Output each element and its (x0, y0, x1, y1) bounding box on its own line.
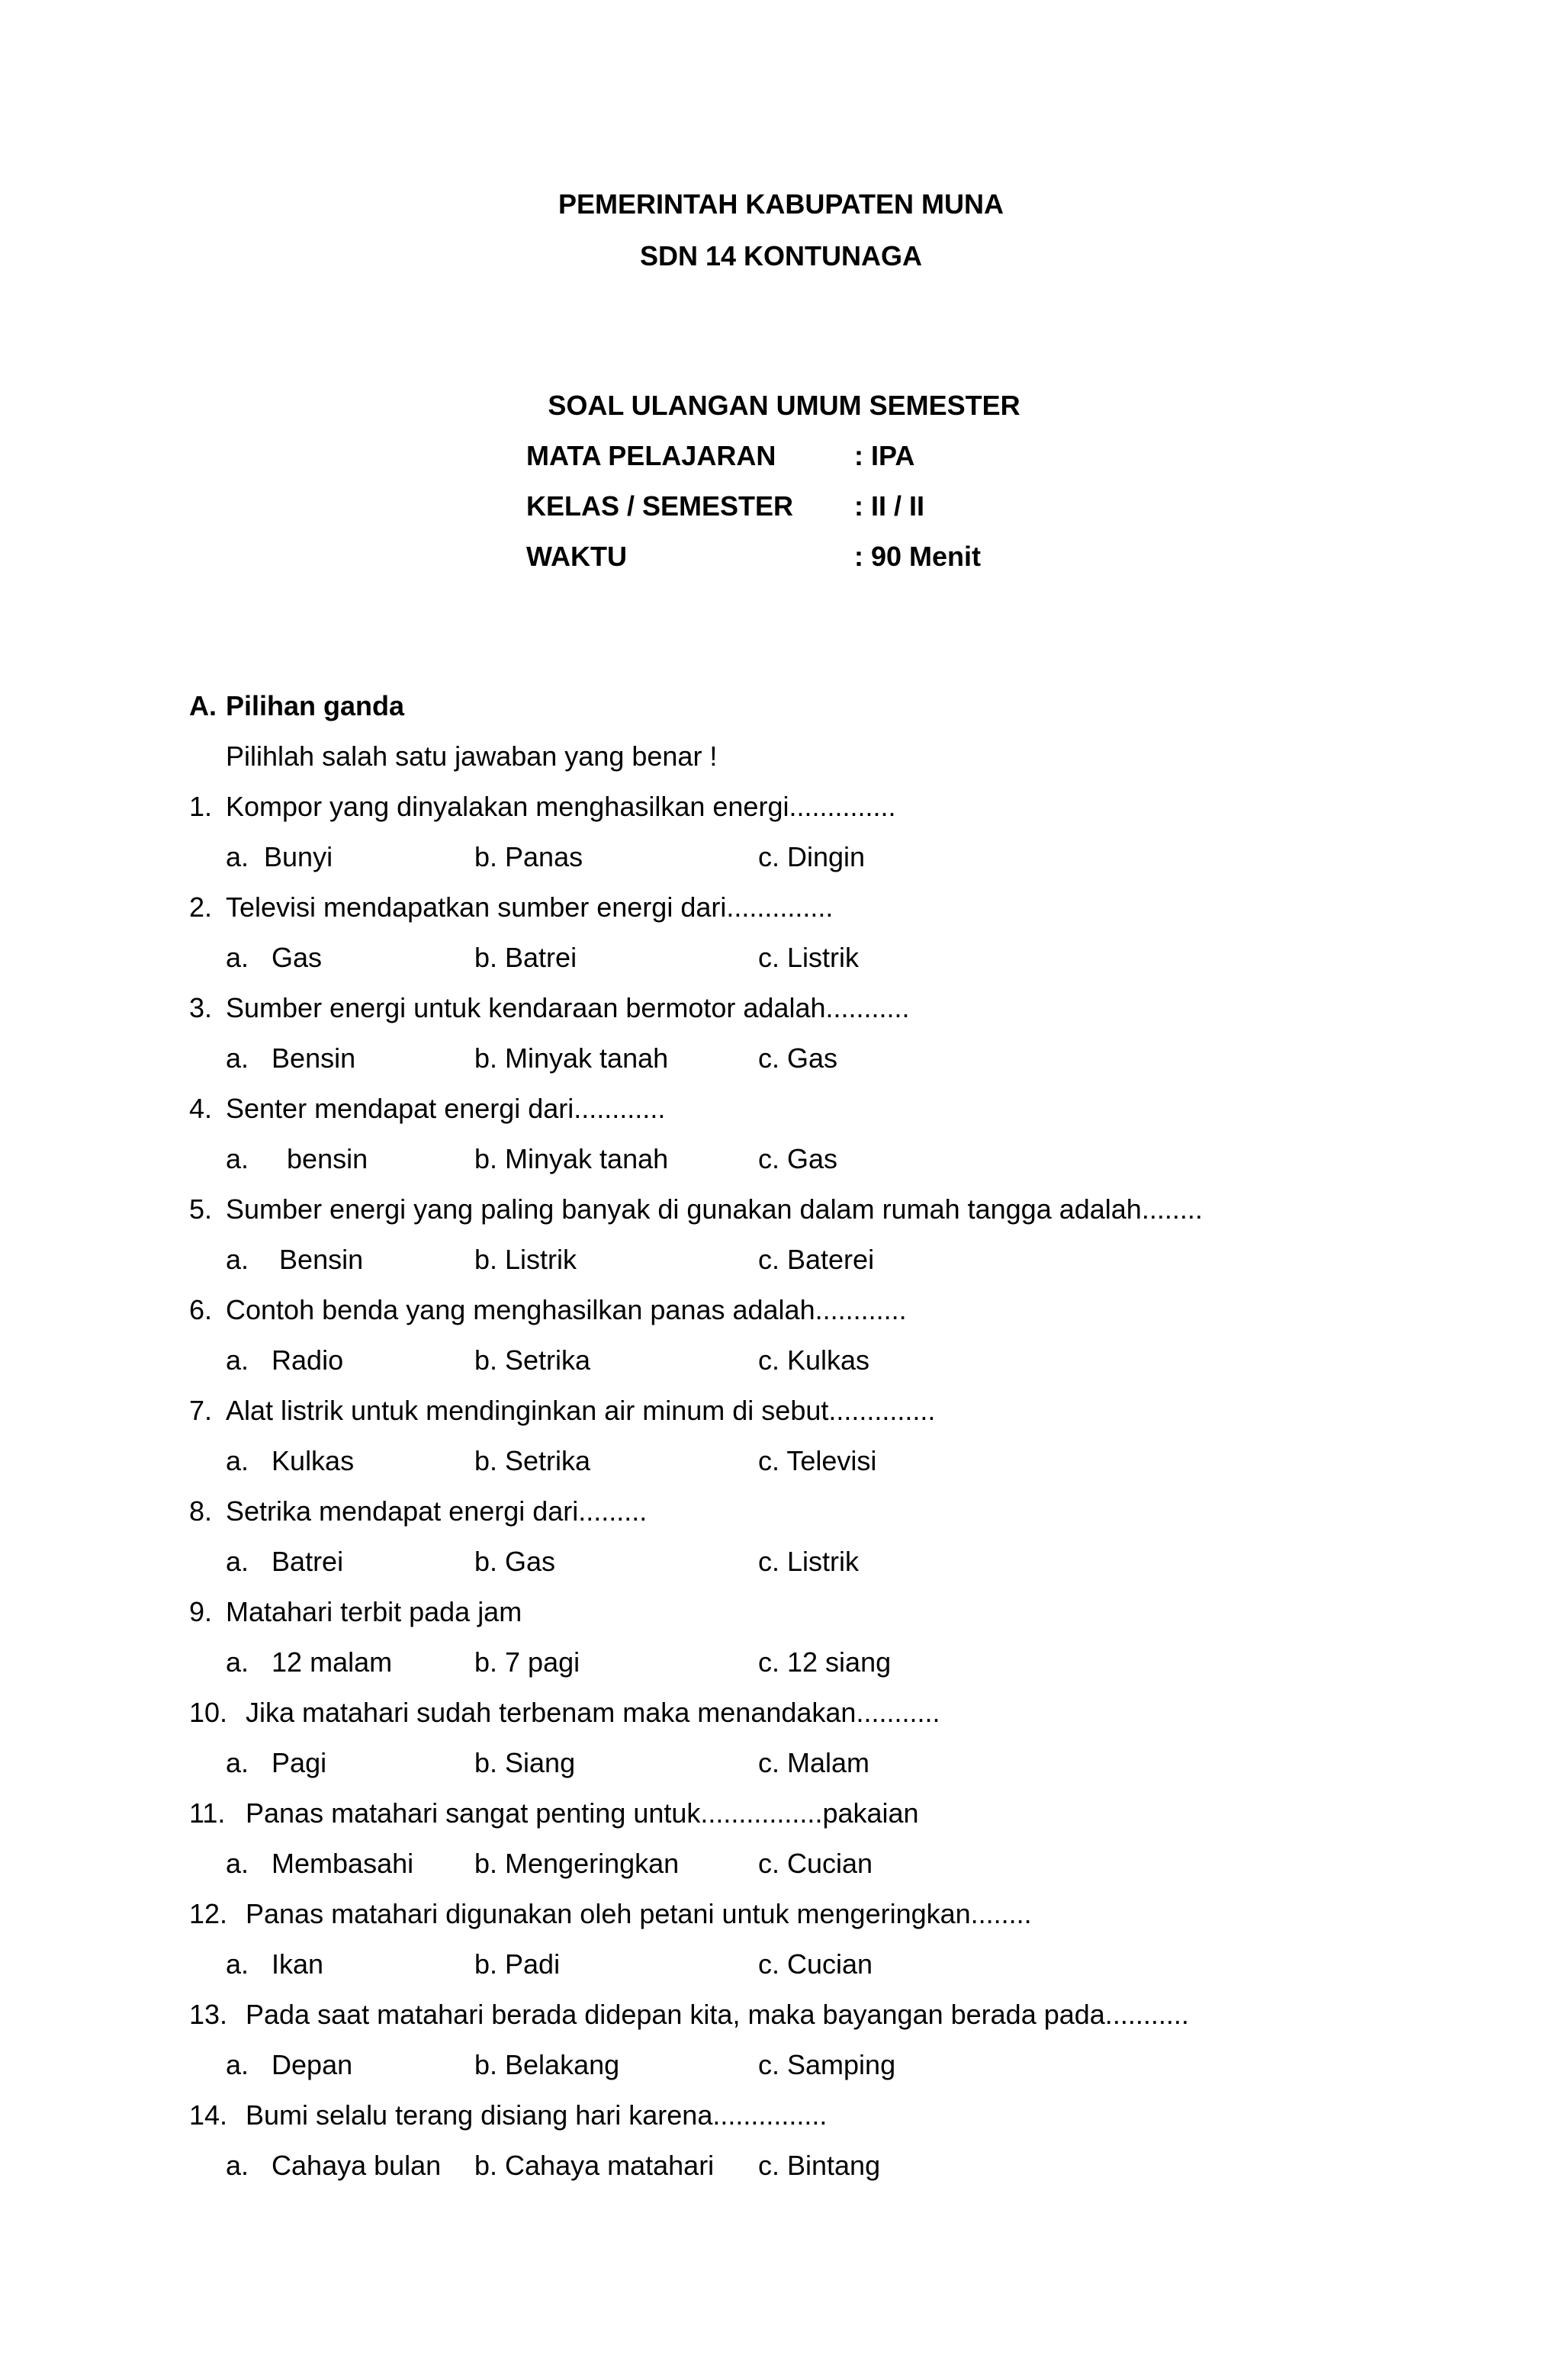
info-label: WAKTU (526, 541, 627, 572)
question-item (0, 1696, 1562, 1797)
option-c: c. 12 siang (758, 1646, 892, 1678)
section-title: Pilihan ganda (226, 690, 405, 721)
section-marker: A. (189, 690, 217, 721)
option-b: b. Cahaya matahari (474, 2150, 715, 2181)
option-c: c. Listrik (758, 1546, 860, 1577)
question-item (0, 1495, 1562, 1595)
question-text: Alat listrik untuk mendinginkan air minum di sebut.............. (226, 1395, 936, 1426)
question-item (0, 1092, 1562, 1193)
info-value: : II / II (854, 490, 925, 522)
option-c: c. Listrik (758, 942, 860, 973)
option-a: a. Pagi (226, 1747, 327, 1778)
option-a: a. Membasahi (226, 1848, 414, 1879)
option-a: a. Ikan (226, 1948, 324, 1980)
question-item (0, 790, 1562, 891)
option-b: b. Setrika (474, 1445, 591, 1476)
option-b: b. Siang (474, 1747, 576, 1778)
government-header: PEMERINTAH KABUPATEN MUNA (558, 188, 1004, 220)
question-number: 8. (189, 1495, 213, 1527)
question-text: Panas matahari digunakan oleh petani untuk mengeringkan........ (246, 1898, 1032, 1929)
option-a: a. Bensin (226, 1244, 364, 1275)
question-item (0, 1998, 1562, 2099)
info-row-time (526, 540, 1136, 573)
question-number: 1. (189, 791, 213, 822)
question-number: 6. (189, 1294, 213, 1325)
option-a: a. Radio (226, 1344, 344, 1376)
question-number: 14. (189, 2099, 228, 2131)
question-item (0, 1293, 1562, 1394)
question-text: Senter mendapat energi dari............ (226, 1093, 666, 1124)
question-text: Matahari terbit pada jam (226, 1596, 522, 1627)
option-a: a. Bunyi (226, 841, 333, 872)
option-c: c. Bintang (758, 2150, 881, 2181)
option-b: b. Padi (474, 1948, 561, 1980)
question-item (0, 1193, 1562, 1293)
question-number: 12. (189, 1898, 228, 1929)
option-b: b. Setrika (474, 1344, 591, 1376)
question-number: 5. (189, 1193, 213, 1225)
section-instruction: Pilihlah salah satu jawaban yang benar ! (226, 740, 718, 772)
option-a: a. Gas (226, 942, 323, 973)
info-value: : IPA (854, 440, 915, 471)
question-text: Sumber energi untuk kendaraan bermotor adalah........... (226, 992, 910, 1023)
option-c: c. Kulkas (758, 1344, 870, 1376)
question-item (0, 1797, 1562, 1897)
question-text: Setrika mendapat energi dari......... (226, 1495, 648, 1527)
option-c: c. Dingin (758, 841, 866, 872)
question-text: Televisi mendapatkan sumber energi dari.............. (226, 891, 834, 923)
option-b: b. Gas (474, 1546, 556, 1577)
question-number: 7. (189, 1395, 213, 1426)
option-a: a. Bensin (226, 1042, 356, 1074)
question-number: 9. (189, 1596, 213, 1627)
option-c: c. Televisi (758, 1445, 877, 1476)
question-number: 10. (189, 1697, 228, 1728)
question-number: 3. (189, 992, 213, 1023)
question-number: 2. (189, 891, 213, 923)
option-c: c. Samping (758, 2049, 896, 2080)
school-name: SDN 14 KONTUNAGA (639, 240, 923, 271)
option-c: c. Cucian (758, 1948, 873, 1980)
option-c: c. Gas (758, 1042, 838, 1074)
option-c: c. Malam (758, 1747, 870, 1778)
question-number: 4. (189, 1093, 213, 1124)
exam-title: SOAL ULANGAN UMUM SEMESTER (548, 390, 1020, 421)
option-b: b. Mengeringkan (474, 1848, 680, 1879)
question-item (0, 991, 1562, 1092)
question-item (0, 1897, 1562, 1998)
question-text: Pada saat matahari berada didepan kita, maka bayangan berada pada........... (246, 1999, 1189, 2030)
info-row-class (526, 490, 1136, 523)
option-c: c. Cucian (758, 1848, 873, 1879)
question-item (0, 891, 1562, 991)
question-text: Sumber energi yang paling banyak di gunakan dalam rumah tangga adalah........ (226, 1193, 1203, 1225)
info-label: KELAS / SEMESTER (526, 490, 794, 522)
info-row-subject (526, 439, 1136, 473)
option-a: a. Kulkas (226, 1445, 355, 1476)
option-a: a. Depan (226, 2049, 353, 2080)
question-item (0, 1394, 1562, 1495)
option-b: b. Minyak tanah (474, 1042, 669, 1074)
info-label: MATA PELAJARAN (526, 440, 776, 471)
question-text: Jika matahari sudah terbenam maka menandakan........... (246, 1697, 940, 1728)
option-a: a. Batrei (226, 1546, 344, 1577)
question-number: 11. (189, 1797, 226, 1829)
info-value: : 90 Menit (854, 541, 982, 572)
option-a: a. bensin (226, 1143, 368, 1174)
question-text: Bumi selalu terang disiang hari karena............... (246, 2099, 828, 2131)
question-text: Panas matahari sangat penting untuk................pakaian (246, 1797, 919, 1829)
option-c: c. Baterei (758, 1244, 875, 1275)
question-list (0, 790, 1562, 2199)
question-item (0, 2099, 1562, 2199)
option-b: b. 7 pagi (474, 1646, 580, 1678)
option-b: b. Listrik (474, 1244, 577, 1275)
question-text: Contoh benda yang menghasilkan panas adalah............ (226, 1294, 907, 1325)
option-b: b. Batrei (474, 942, 577, 973)
option-b: b. Minyak tanah (474, 1143, 669, 1174)
option-b: b. Panas (474, 841, 583, 872)
question-item (0, 1595, 1562, 1696)
option-b: b. Belakang (474, 2049, 620, 2080)
option-c: c. Gas (758, 1143, 838, 1174)
question-text: Kompor yang dinyalakan menghasilkan energi.............. (226, 791, 896, 822)
option-a: a. Cahaya bulan (226, 2150, 442, 2181)
option-a: a. 12 malam (226, 1646, 393, 1678)
question-number: 13. (189, 1999, 228, 2030)
